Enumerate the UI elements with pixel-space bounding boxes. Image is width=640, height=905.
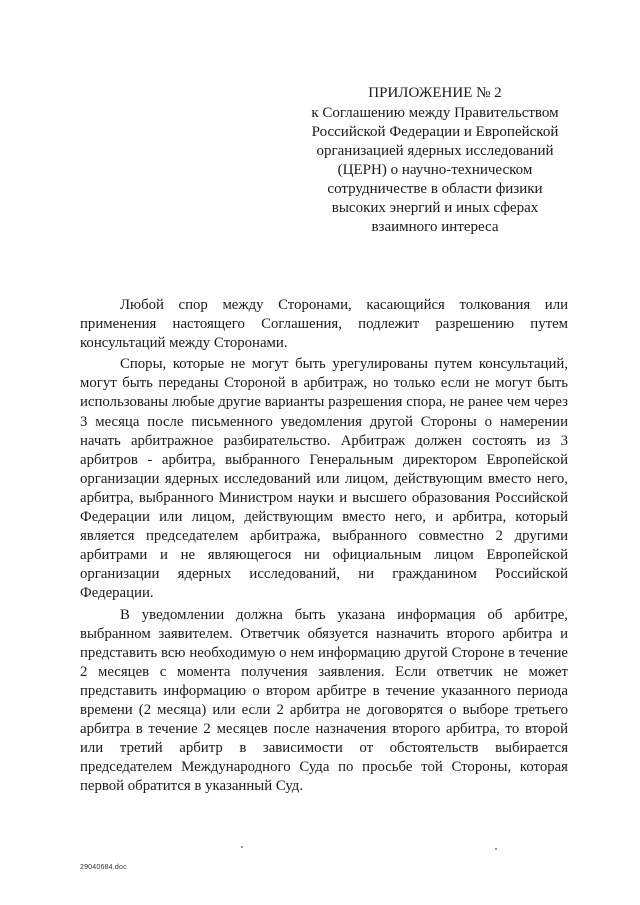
appendix-subtitle-line: высоких энергий и иных сферах — [331, 200, 539, 216]
appendix-subtitle-line: Российской Федерации и Европейской — [311, 124, 559, 140]
scan-speck — [241, 846, 243, 848]
footer-file-code: 29040684.doc — [80, 864, 127, 871]
document-body — [80, 296, 568, 796]
paragraph-dispute-consultation: Любой спор между Сторонами, касающийся толкования или применения настоящего Соглашения, подлежит разрешению путем консультаций между Сторонами. — [80, 297, 568, 352]
appendix-subtitle-line: (ЦЕРН) о научно-техническом — [337, 162, 533, 178]
appendix-subtitle-line: организацией ядерных исследований — [316, 143, 554, 159]
appendix-subtitle-line: сотрудничестве в области физики — [327, 181, 543, 197]
appendix-subtitle — [300, 104, 570, 237]
paragraph-arbitrator-appointment: В уведомлении должна быть указана информация об арбитре, выбранном заявителем. Ответчик обязуется назначить второго арбитра и представить всю необходимую о нем информацию другой Стороне в течение 2 месяцев с момента получения заявления. Если ответчик не может представить информацию о втором арбитре в течение указанного периода времени (2 месяца) или если 2 арбитра не договорятся о выборе третьего арбитра в течение 2 месяцев после назначения второго арбитра, то второй или третий арбитр в зависимости от обстоятельств выбирается председателем Международного Суда по просьбе той Стороны, которая первой обратится в указанный Суд. — [80, 606, 568, 795]
appendix-subtitle-line: взаимного интереса — [371, 219, 499, 235]
paragraph-arbitration-composition: Споры, которые не могут быть урегулированы путем консультаций, могут быть переданы Стороной в арбитраж, но только если не могут быть использованы любые другие варианты разрешения спора, не ранее чем через 3 месяца после письменного уведомления другой Стороны о намерении начать арбитражное разбирательство. Арбитраж должен состоять из 3 арбитров - арбитра, выбранного Генеральным директором Европейской организации ядерных исследований или лицом, действующим вместо него, арбитра, выбранного Министром науки и высшего образования Российской Федерации или лицом, действующим вместо него, и арбитра, который является председателем арбитража, выбранного совместно 2 другими арбитрами и не являющегося ни официальным лицом Европейской организации ядерных исследований, ни гражданином Российской Федерации. — [80, 356, 568, 602]
scan-speck — [495, 848, 497, 850]
appendix-title: ПРИЛОЖЕНИЕ № 2 — [368, 85, 502, 101]
appendix-subtitle-line: к Соглашению между Правительством — [311, 105, 559, 121]
